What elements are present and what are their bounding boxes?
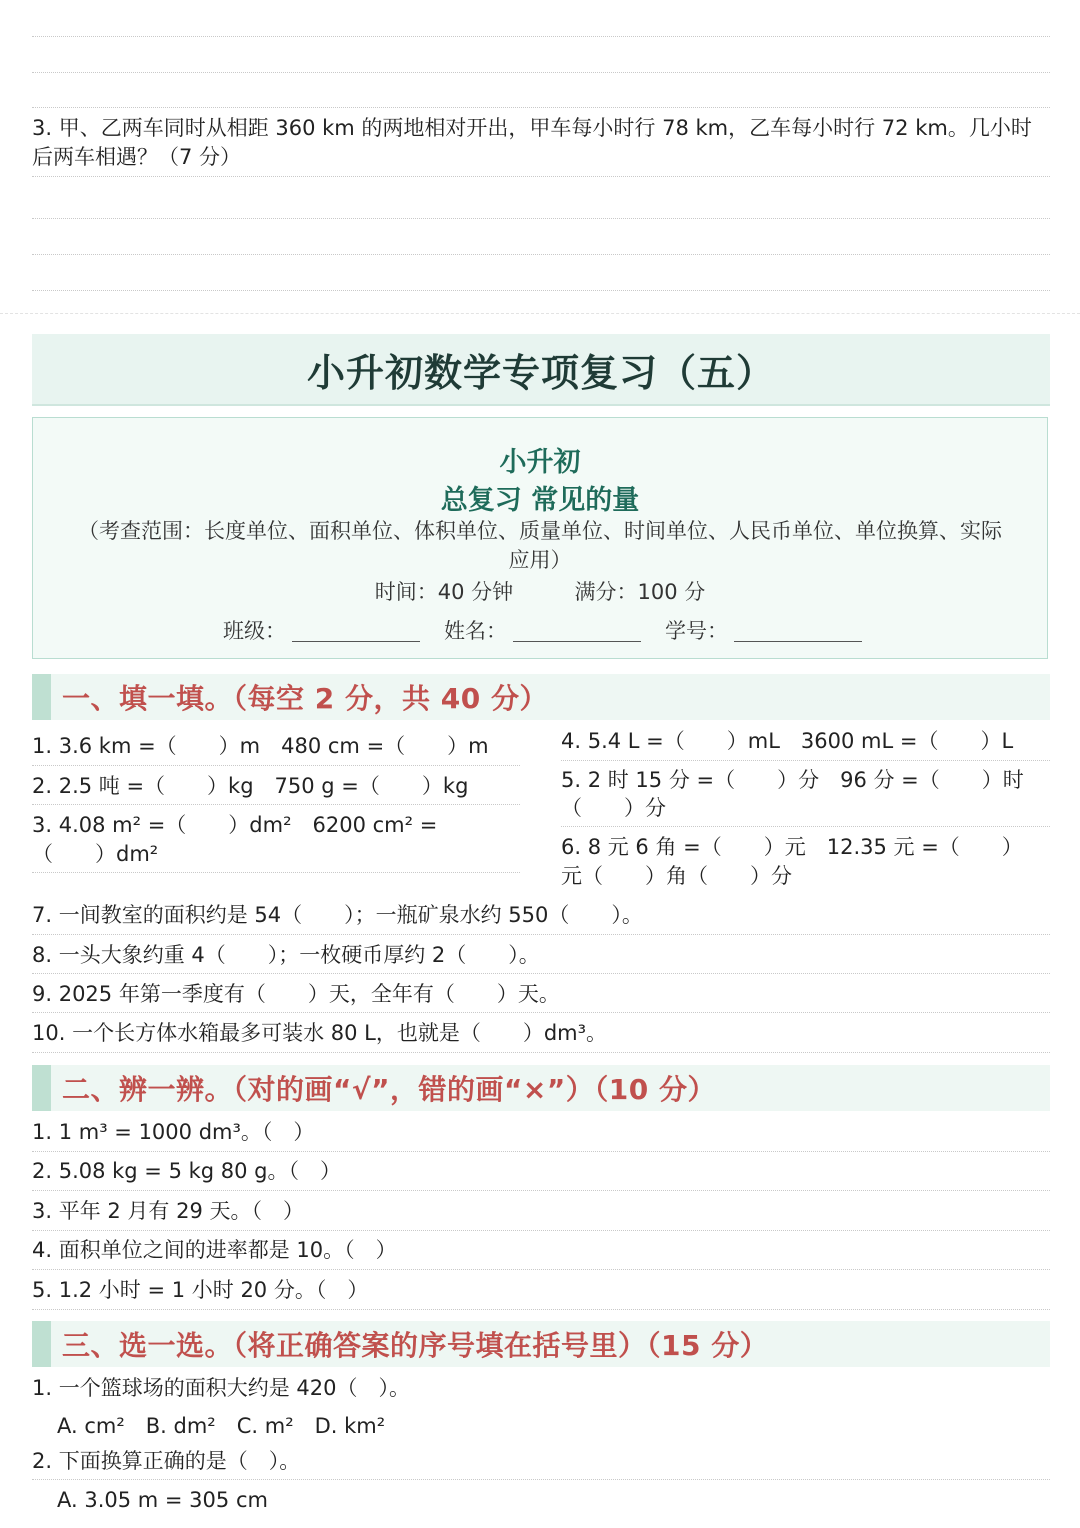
section-accent-bar	[32, 1321, 51, 1367]
fill-question-7: 7. 一间教室的面积约是 54（ ）；一瓶矿泉水约 550（ ）。	[32, 903, 643, 927]
answer-line	[32, 107, 1050, 108]
time-score-row	[33, 576, 1047, 606]
fill-question-5-line1: 5. 2 时 15 分 =（ ）分 96 分 =（ ）时	[561, 768, 1024, 792]
time-limit: 时间：40 分钟	[374, 580, 514, 604]
judge-question-5: 5. 1.2 小时 = 1 小时 20 分。（ ）	[32, 1278, 369, 1302]
fill-question-5-line2: （ ）分	[561, 796, 666, 820]
row-line	[32, 1190, 1050, 1191]
page-title: 小升初数学专项复习（五）	[32, 334, 1050, 406]
section-1-heading: 一、填一填。（每空 2 分，共 40 分）	[62, 682, 548, 715]
judge-question-4: 4. 面积单位之间的进率都是 10。（ ）	[32, 1238, 397, 1262]
choice-question-2-option-a: A. 3.05 m = 305 cm	[57, 1488, 268, 1512]
judge-question-2: 2. 5.08 kg = 5 kg 80 g。（ ）	[32, 1159, 342, 1183]
section-accent-bar	[32, 1065, 51, 1111]
answer-line	[32, 72, 1050, 73]
choice-question-2: 2. 下面换算正确的是（ ）。	[32, 1449, 301, 1473]
row-line	[32, 934, 1050, 935]
section-3-heading: 三、选一选。（将正确答案的序号填在括号里）（15 分）	[62, 1329, 769, 1362]
page-divider	[0, 313, 1080, 314]
choice-question-1: 1. 一个篮球场的面积大约是 420（ ）。	[32, 1376, 410, 1400]
prev-question-3-line1: 3. 甲、乙两车同时从相距 360 km 的两地相对开出，甲车每小时行 78 km，乙车每小时行 72 km。几小时	[32, 116, 1032, 140]
judge-question-1: 1. 1 m³ = 1000 dm³。（ ）	[32, 1120, 315, 1144]
fill-question-10: 10. 一个长方体水箱最多可装水 80 L，也就是（ ）dm³。	[32, 1021, 608, 1045]
name-field[interactable]	[513, 641, 641, 642]
answer-line	[32, 254, 1050, 255]
answer-line	[32, 290, 1050, 291]
class-field[interactable]	[292, 641, 420, 642]
student-id-field[interactable]	[734, 641, 862, 642]
exam-info-box	[32, 417, 1048, 659]
fill-question-6-line2: 元（ ）角（ ）分	[561, 864, 792, 888]
answer-line	[32, 36, 1050, 37]
row-line	[32, 1012, 1050, 1013]
row-line	[32, 1230, 1050, 1231]
row-line	[32, 804, 520, 805]
fill-question-6-line1: 6. 8 元 6 角 =（ ）元 12.35 元 =（ ）	[561, 835, 1023, 859]
subtitle-2: 总复习 常见的量	[440, 485, 640, 516]
row-line	[32, 1309, 1050, 1310]
row-line	[561, 760, 1050, 761]
row-line	[32, 1052, 1050, 1053]
fill-question-8: 8. 一头大象约重 4（ ）；一枚硬币厚约 2（ ）。	[32, 943, 540, 967]
fill-question-4: 4. 5.4 L =（ ）mL 3600 mL =（ ）L	[561, 729, 1014, 753]
full-score: 满分：100 分	[574, 580, 706, 604]
row-line	[32, 1269, 1050, 1270]
prev-question-3-line2: 后两车相遇？（7 分）	[32, 145, 242, 169]
fill-question-3-line1: 3. 4.08 m² =（ ）dm² 6200 cm² =	[32, 813, 438, 837]
class-label: 班级：	[223, 619, 286, 643]
name-label: 姓名：	[444, 619, 507, 643]
section-accent-bar	[32, 674, 51, 720]
row-line	[32, 1479, 1050, 1480]
answer-line	[32, 176, 1050, 177]
row-line	[32, 872, 520, 873]
judge-question-3: 3. 平年 2 月有 29 天。（ ）	[32, 1199, 304, 1223]
row-line	[561, 826, 1050, 827]
choice-question-1-options: A. cm² B. dm² C. m² D. km²	[57, 1414, 386, 1438]
id-label: 学号：	[665, 619, 728, 643]
section-heading-fill	[32, 1321, 1050, 1367]
fill-question-1: 1. 3.6 km =（ ）m 480 cm =（ ）m	[32, 734, 489, 758]
row-line	[32, 973, 1050, 974]
scope-line-2: 应用）	[508, 548, 572, 572]
subtitle-1: 小升初	[499, 447, 581, 478]
student-info-row	[223, 615, 886, 645]
section-2-heading: 二、辨一辨。（对的画“√”，错的画“×”）（10 分）	[62, 1073, 716, 1106]
row-line	[32, 1151, 1050, 1152]
fill-question-3-line2: （ ）dm²	[32, 842, 159, 866]
section-heading-fill	[32, 674, 1050, 720]
section-heading-fill	[32, 1065, 1050, 1111]
answer-line	[32, 218, 1050, 219]
fill-question-2: 2. 2.5 吨 =（ ）kg 750 g =（ ）kg	[32, 774, 469, 798]
scope-line-1: （考查范围：长度单位、面积单位、体积单位、质量单位、时间单位、人民币单位、单位换算、实际	[78, 519, 1002, 543]
row-line	[32, 765, 520, 766]
fill-question-9: 9. 2025 年第一季度有（ ）天，全年有（ ）天。	[32, 982, 560, 1006]
